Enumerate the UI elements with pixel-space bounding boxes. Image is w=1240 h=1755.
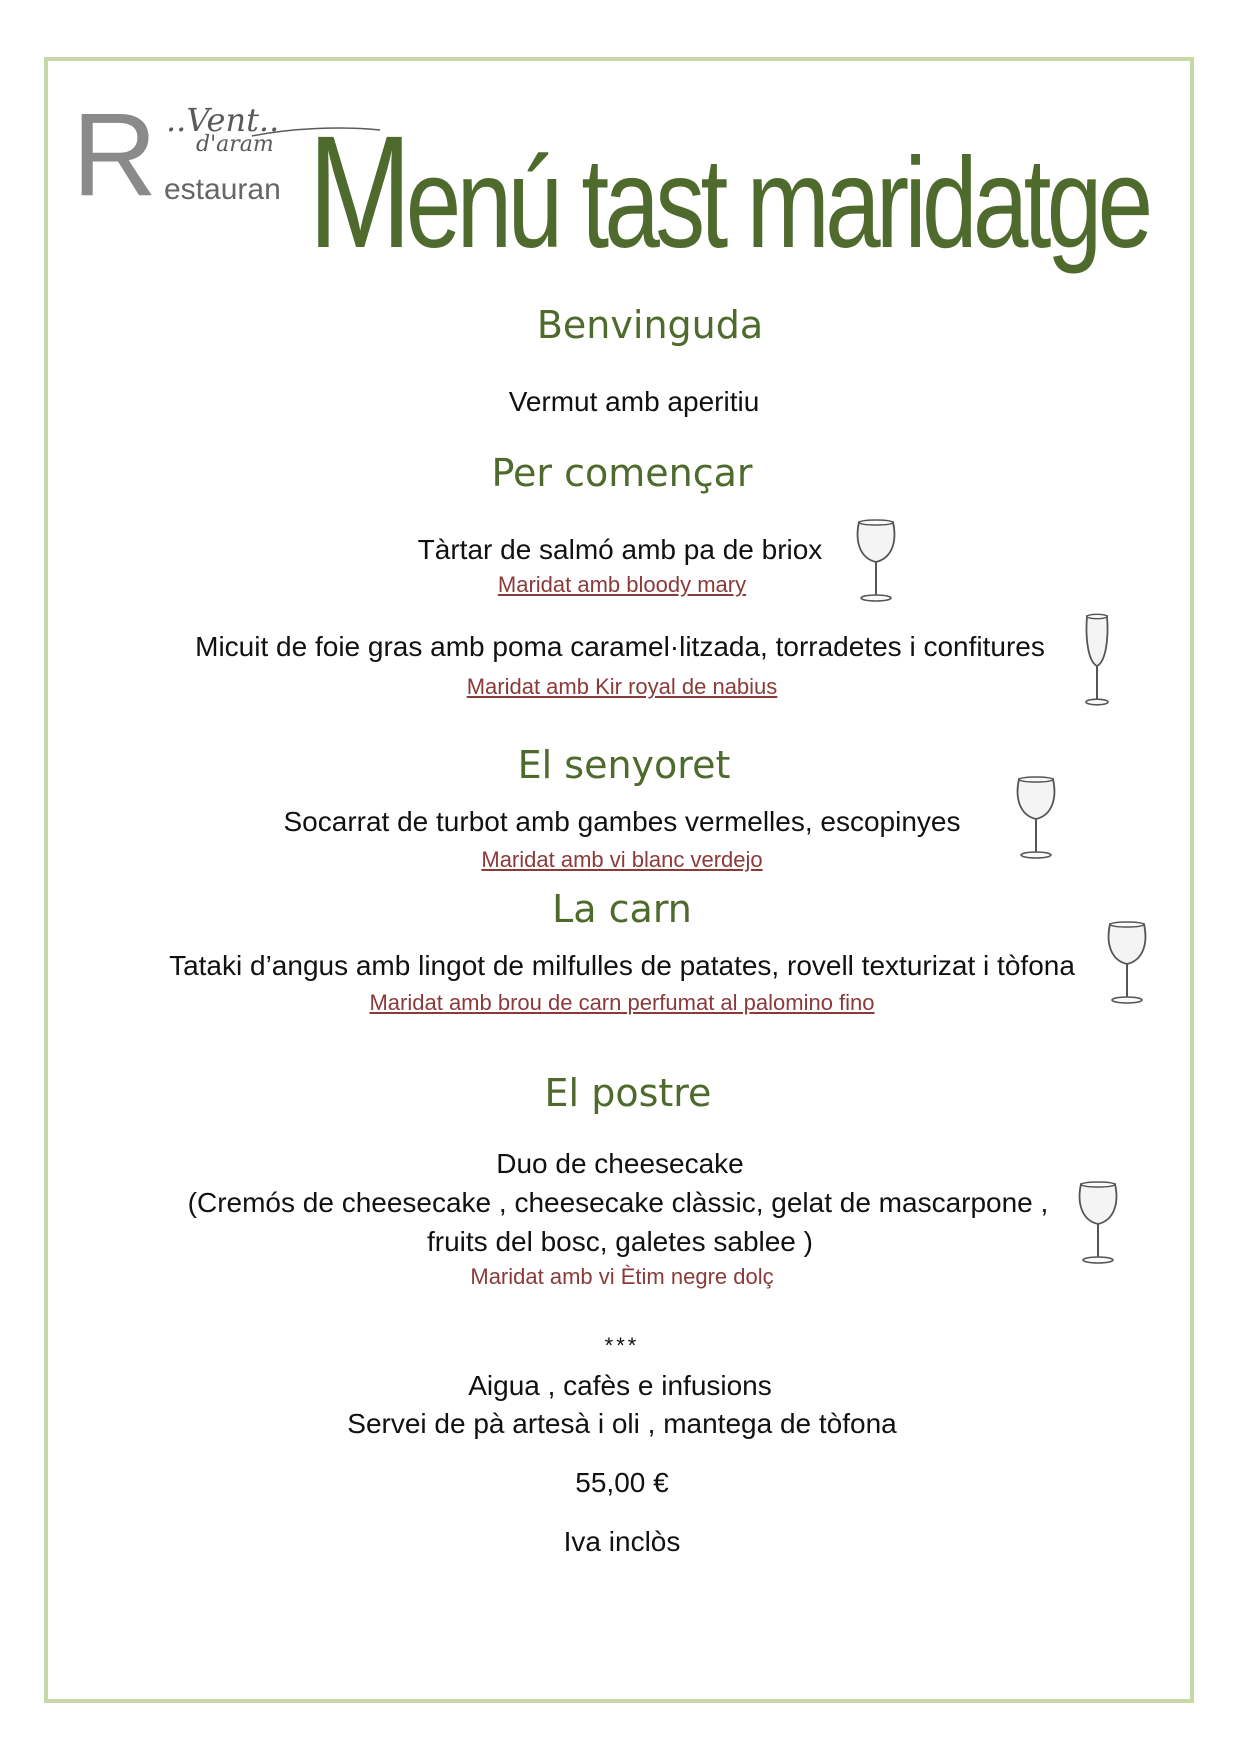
extras-line-2: Servei de pà artesà i oli , mantega de tòfona: [347, 1408, 897, 1439]
tax-note: Iva inclòs: [563, 1526, 681, 1557]
pairing-tataki: [2, 992, 1240, 1014]
section-heading-dessert: El postre: [544, 1071, 712, 1115]
section-heading-starters: Per començar: [491, 451, 753, 495]
pairing-socarrat-text: Maridat amb vi blanc verdejo: [481, 847, 763, 872]
separator-stars: ***: [604, 1333, 640, 1358]
pairing-foie-text: Maridat amb Kir royal de nabius: [466, 674, 778, 699]
pairing-tartar: [2, 574, 1240, 596]
menu-price: 55,00 €: [575, 1467, 669, 1498]
logo-word: estauran: [164, 173, 281, 206]
section-heading-senyoret: El senyoret: [517, 743, 731, 787]
wine-glass-icon: [1013, 775, 1059, 861]
extras-line-1: Aigua , cafès e infusions: [468, 1370, 772, 1401]
dish-tartar: Tàrtar de salmó amb pa de briox: [417, 534, 823, 565]
dish-cheesecake-title: Duo de cheesecake: [496, 1148, 744, 1179]
title-first-letter: M: [308, 102, 406, 281]
wine-glass-icon: [853, 518, 899, 604]
dish-foie: Micuit de foie gras amb poma caramel·litzada, torradetes i confitures: [195, 631, 1045, 662]
pairing-foie: [2, 676, 1240, 698]
dish-vermut: Vermut amb aperitiu: [508, 386, 760, 417]
dish-cheesecake-desc-1: (Cremós de cheesecake , cheesecake clàssic, gelat de mascarpone ,: [187, 1187, 1049, 1218]
dish-tataki: Tataki d’angus amb lingot de milfulles de patates, rovell texturizat i tòfona: [169, 950, 1075, 981]
restaurant-logo: [72, 89, 322, 221]
champagne-flute-icon: [1082, 612, 1112, 708]
logo-initial: R: [72, 89, 158, 221]
logo-sub-text: d'aram: [196, 132, 274, 157]
pairing-dessert: Maridat amb vi Ètim negre dolç: [470, 1264, 774, 1289]
title-rest: enú tast maridatge: [405, 132, 1149, 275]
logo-script-text: ..Vent..: [166, 101, 280, 139]
page-title: [308, 102, 1149, 281]
pairing-tartar-text: Maridat amb bloody mary: [497, 572, 747, 597]
dish-cheesecake-desc-2: fruits del bosc, galetes sablee ): [427, 1226, 813, 1257]
dish-socarrat: Socarrat de turbot amb gambes vermelles, escopinyes: [283, 806, 961, 837]
pairing-tataki-text: Maridat amb brou de carn perfumat al palomino fino: [369, 990, 875, 1015]
section-heading-meat: La carn: [552, 887, 692, 931]
wine-glass-icon: [1075, 1180, 1121, 1266]
section-heading-welcome: Benvinguda: [536, 303, 764, 347]
wine-glass-icon: [1104, 920, 1150, 1006]
